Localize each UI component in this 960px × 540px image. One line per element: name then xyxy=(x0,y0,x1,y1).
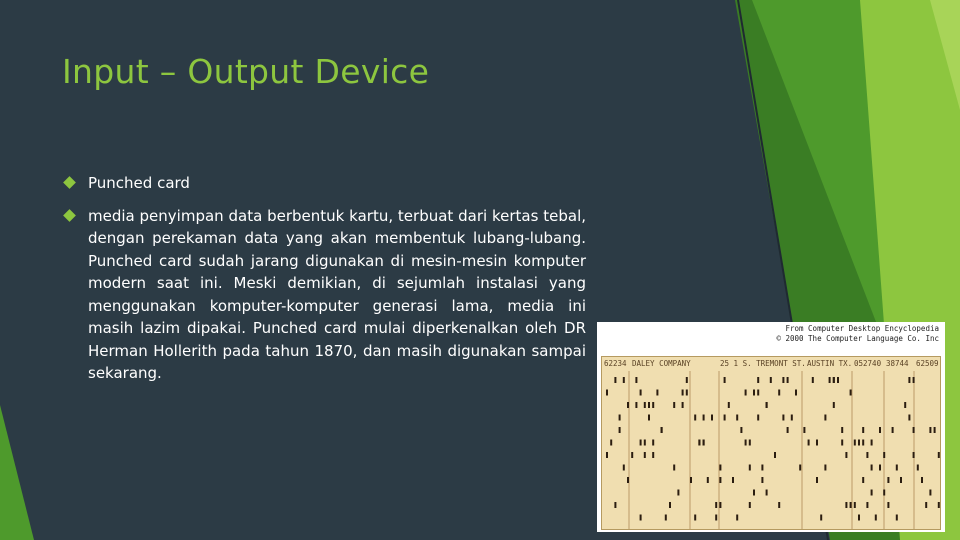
card-field: AUSTIN TX. xyxy=(807,359,853,368)
card-hole xyxy=(850,502,852,508)
card-hole xyxy=(627,477,629,483)
card-hole xyxy=(837,377,839,383)
card-hole xyxy=(736,415,738,421)
card-hole xyxy=(690,477,692,483)
card-hole xyxy=(749,465,751,471)
card-hole xyxy=(724,377,726,383)
card-hole xyxy=(656,390,658,396)
card-hole xyxy=(871,490,873,496)
card-hole xyxy=(740,427,742,433)
card-hole xyxy=(728,402,730,408)
card-hole xyxy=(703,440,705,446)
card-hole xyxy=(883,452,885,458)
card-hole xyxy=(719,502,721,508)
image-credit xyxy=(776,324,939,344)
card-hole xyxy=(913,427,915,433)
card-hole xyxy=(778,502,780,508)
card-hole xyxy=(820,515,822,521)
card-hole xyxy=(892,427,894,433)
card-hole xyxy=(627,402,629,408)
card-hole xyxy=(707,477,709,483)
card-hole xyxy=(879,465,881,471)
card-hole xyxy=(648,402,650,408)
punched-card xyxy=(601,356,941,530)
card-hole xyxy=(635,402,637,408)
card-hole xyxy=(749,502,751,508)
card-hole xyxy=(829,377,831,383)
card-hole xyxy=(833,377,835,383)
card-hole xyxy=(673,465,675,471)
bullet-text: Punched card xyxy=(88,174,190,192)
card-hole xyxy=(661,427,663,433)
card-hole xyxy=(640,440,642,446)
card-hole xyxy=(757,377,759,383)
card-hole xyxy=(753,390,755,396)
card-hole xyxy=(787,427,789,433)
card-hole xyxy=(673,402,675,408)
card-hole xyxy=(610,440,612,446)
card-hole xyxy=(858,440,860,446)
card-hole xyxy=(745,390,747,396)
diamond-bullet-icon xyxy=(63,176,76,189)
card-hole xyxy=(896,465,898,471)
card-hole xyxy=(862,440,864,446)
card-hole xyxy=(799,465,801,471)
card-hole xyxy=(858,515,860,521)
card-field: 62509 xyxy=(916,359,939,368)
card-hole xyxy=(757,415,759,421)
card-hole xyxy=(669,502,671,508)
card-hole xyxy=(833,402,835,408)
card-hole xyxy=(845,502,847,508)
card-hole xyxy=(929,490,931,496)
bullet-item xyxy=(62,205,586,385)
card-hole xyxy=(648,415,650,421)
card-hole xyxy=(887,502,889,508)
card-field: 38744 xyxy=(886,359,909,368)
card-hole xyxy=(606,452,608,458)
card-hole xyxy=(698,440,700,446)
card-hole xyxy=(619,415,621,421)
card-hole xyxy=(917,465,919,471)
slide-title: Input – Output Device xyxy=(62,52,430,91)
card-hole xyxy=(644,440,646,446)
card-hole xyxy=(845,452,847,458)
card-hole xyxy=(862,477,864,483)
card-hole xyxy=(841,427,843,433)
card-hole xyxy=(871,465,873,471)
card-hole xyxy=(694,515,696,521)
card-hole xyxy=(686,377,688,383)
card-hole xyxy=(682,402,684,408)
card-hole xyxy=(871,440,873,446)
card-hole xyxy=(753,490,755,496)
card-hole xyxy=(652,452,654,458)
card-hole xyxy=(623,377,625,383)
credit-line: © 2000 The Computer Language Co. Inc xyxy=(776,334,939,343)
card-hole xyxy=(803,427,805,433)
card-hole xyxy=(719,477,721,483)
card-hole xyxy=(703,415,705,421)
card-hole xyxy=(623,465,625,471)
card-hole xyxy=(732,477,734,483)
card-hole xyxy=(866,452,868,458)
card-hole xyxy=(778,390,780,396)
card-hole xyxy=(862,427,864,433)
card-field: 052740 xyxy=(854,359,882,368)
card-field: 62234 xyxy=(604,359,627,368)
card-hole xyxy=(686,390,688,396)
card-hole xyxy=(913,452,915,458)
card-hole xyxy=(606,390,608,396)
card-hole xyxy=(824,415,826,421)
card-hole xyxy=(925,502,927,508)
card-hole xyxy=(921,477,923,483)
bullet-list xyxy=(62,172,586,395)
card-hole xyxy=(640,390,642,396)
card-hole xyxy=(795,390,797,396)
punched-card-image xyxy=(597,322,945,532)
card-hole xyxy=(644,452,646,458)
card-hole xyxy=(904,402,906,408)
card-hole xyxy=(761,477,763,483)
card-hole xyxy=(791,415,793,421)
card-hole xyxy=(715,502,717,508)
card-hole xyxy=(724,415,726,421)
card-hole xyxy=(677,490,679,496)
card-hole xyxy=(652,402,654,408)
card-hole xyxy=(682,390,684,396)
card-hole xyxy=(908,377,910,383)
card-hole xyxy=(736,515,738,521)
card-hole xyxy=(719,465,721,471)
card-hole xyxy=(749,440,751,446)
card-hole xyxy=(850,390,852,396)
card-hole xyxy=(854,440,856,446)
card-hole xyxy=(879,427,881,433)
bullet-text: media penyimpan data berbentuk kartu, terbuat dari kertas tebal, dengan perekaman data yang akan membentuk lubang-lubang. Punched card sudah jarang digunakan di mesin-mesin komputer modern saat ini. Meski demikian, di sejumlah instalasi yang menggunakan komputer-komputer generasi lama, media ini masih lazim dipakai. Punched card mulai diperkenalkan oleh DR Herman Hollerith pada tahun 1870, dan masih digunakan sampai sekarang. xyxy=(88,206,586,382)
card-hole xyxy=(854,502,856,508)
card-hole xyxy=(711,415,713,421)
card-hole xyxy=(934,427,936,433)
card-hole xyxy=(715,515,717,521)
card-hole xyxy=(883,490,885,496)
card-hole xyxy=(816,477,818,483)
card-hole xyxy=(614,502,616,508)
card-hole xyxy=(812,377,814,383)
card-hole xyxy=(900,477,902,483)
card-hole xyxy=(866,502,868,508)
bullet-item xyxy=(62,172,586,195)
card-hole xyxy=(913,377,915,383)
card-hole xyxy=(619,427,621,433)
card-hole xyxy=(614,377,616,383)
card-hole xyxy=(761,465,763,471)
card-holes xyxy=(602,357,941,530)
card-hole xyxy=(774,452,776,458)
card-hole xyxy=(694,415,696,421)
card-hole xyxy=(770,377,772,383)
card-hole xyxy=(824,465,826,471)
diamond-bullet-icon xyxy=(63,209,76,222)
credit-line: From Computer Desktop Encyclopedia xyxy=(785,324,939,333)
card-field: 25 1 S. TREMONT ST. xyxy=(720,359,806,368)
card-hole xyxy=(631,452,633,458)
card-hole xyxy=(896,515,898,521)
card-hole xyxy=(757,390,759,396)
card-field: DALEY COMPANY xyxy=(632,359,691,368)
card-hole xyxy=(808,440,810,446)
card-hole xyxy=(782,415,784,421)
card-hole xyxy=(766,402,768,408)
card-hole xyxy=(644,402,646,408)
card-hole xyxy=(887,477,889,483)
card-hole xyxy=(745,440,747,446)
card-hole xyxy=(938,502,940,508)
card-hole xyxy=(782,377,784,383)
card-hole xyxy=(908,415,910,421)
left-green-triangle xyxy=(0,405,34,540)
card-hole xyxy=(841,440,843,446)
card-hole xyxy=(929,427,931,433)
card-hole xyxy=(635,377,637,383)
card-hole xyxy=(652,440,654,446)
card-hole xyxy=(875,515,877,521)
card-hole xyxy=(787,377,789,383)
card-hole xyxy=(665,515,667,521)
card-hole xyxy=(938,452,940,458)
card-hole xyxy=(640,515,642,521)
card-hole xyxy=(766,490,768,496)
card-hole xyxy=(816,440,818,446)
